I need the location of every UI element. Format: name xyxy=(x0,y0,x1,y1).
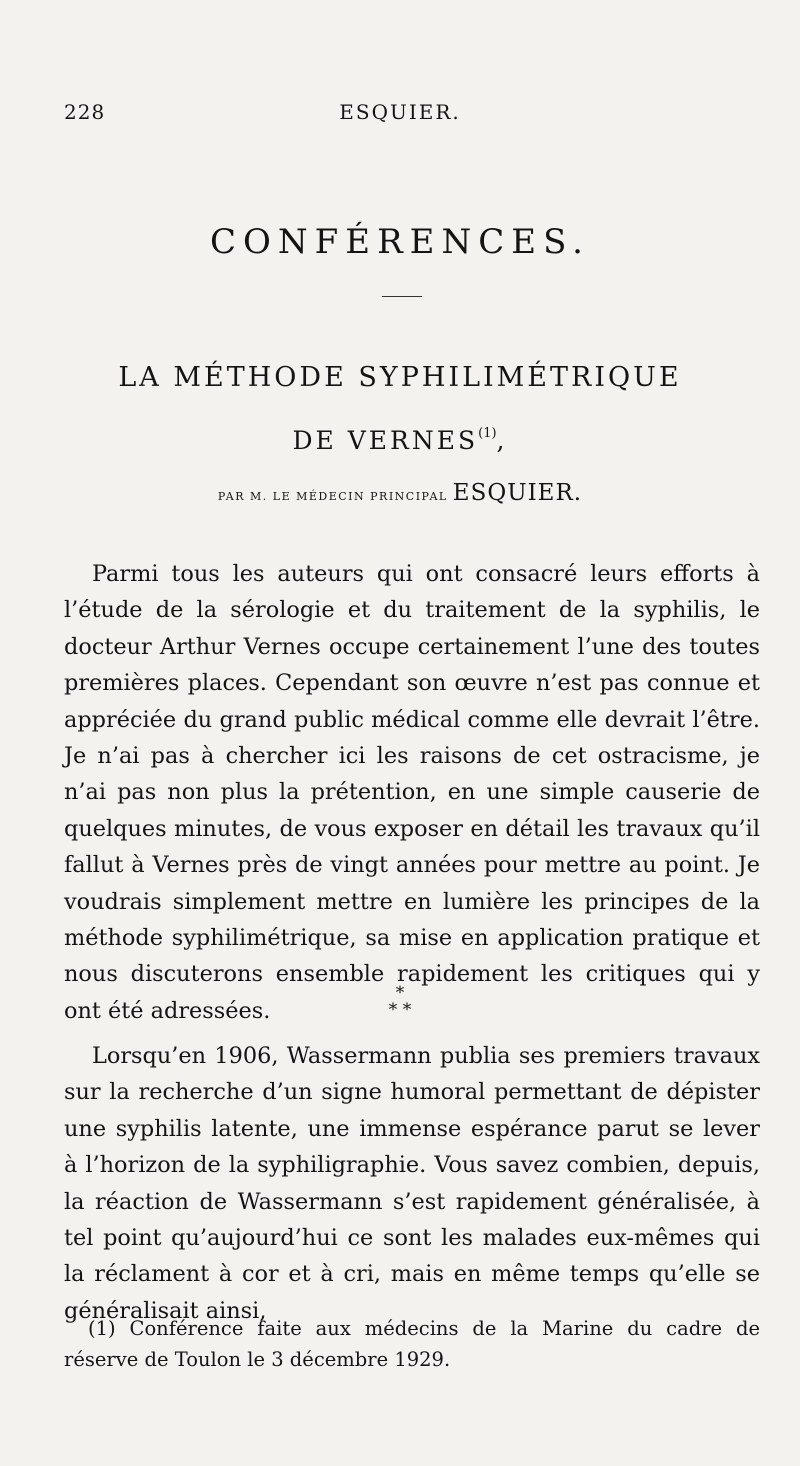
page-number: 228 xyxy=(64,100,106,124)
article-title-line-1: LA MÉTHODE SYPHILIMÉTRIQUE xyxy=(118,362,682,393)
running-head xyxy=(0,100,800,130)
byline-author: ESQUIER. xyxy=(452,480,583,506)
section-title: CONFÉRENCES. xyxy=(210,222,590,262)
asterism-top: * xyxy=(395,983,405,1003)
article-title-suffix: , xyxy=(496,426,508,455)
byline-prefix: PAR M. LE MÉDECIN PRINCIPAL xyxy=(217,490,448,503)
asterism-bottom: * * xyxy=(388,1000,412,1020)
asterism xyxy=(0,985,800,1019)
article-title-text: DE VERNES xyxy=(292,426,479,455)
title-divider xyxy=(382,296,422,297)
byline xyxy=(0,480,800,506)
footnote: (1) Conférence faite aux médecins de la Marine du cadre de réserve de Toulon le 3 décembre 1929. xyxy=(64,1317,760,1371)
running-title: ESQUIER. xyxy=(339,100,461,124)
paragraph-2: Lorsqu’en 1906, Wassermann publia ses premiers travaux sur la recherche d’un signe humoral permettant de dépister une syphilis latente, une immense espérance parut se lever à l’horizon de la syphiligraphie. Vous savez combien, depuis, la réaction de Wassermann s’est rapidement généralisée, à tel point qu’aujourd’hui ce sont les malades eux-mêmes qui la réclament à cor et à cri, mais en même temps qu’elle se généralisait ainsi, xyxy=(64,1043,760,1324)
footnote-reference: (1) xyxy=(478,426,497,441)
article-title-line-2 xyxy=(0,426,800,455)
paragraph-1: Parmi tous les auteurs qui ont consacré leurs efforts à l’étude de la sérologie et du traitement de la syphilis, le docteur Arthur Vernes occupe certainement l’une des toutes premières places. Cependant son œuvre n’est pas connue et appréciée du grand public médical comme elle devrait l’être. Je n’ai pas à chercher ici les raisons de cet ostracisme, je n’ai pas non plus la prétention, en une simple causerie de quelques minutes, de vous exposer en détail les travaux qu’il fallut à Vernes près de vingt années pour mettre au point. Je voudrais simplement mettre en lumière les principes de la méthode syphilimétrique, sa mise en application pratique et nous discuterons ensemble rapidement les critiques qui y ont été adressées. xyxy=(64,561,760,1024)
